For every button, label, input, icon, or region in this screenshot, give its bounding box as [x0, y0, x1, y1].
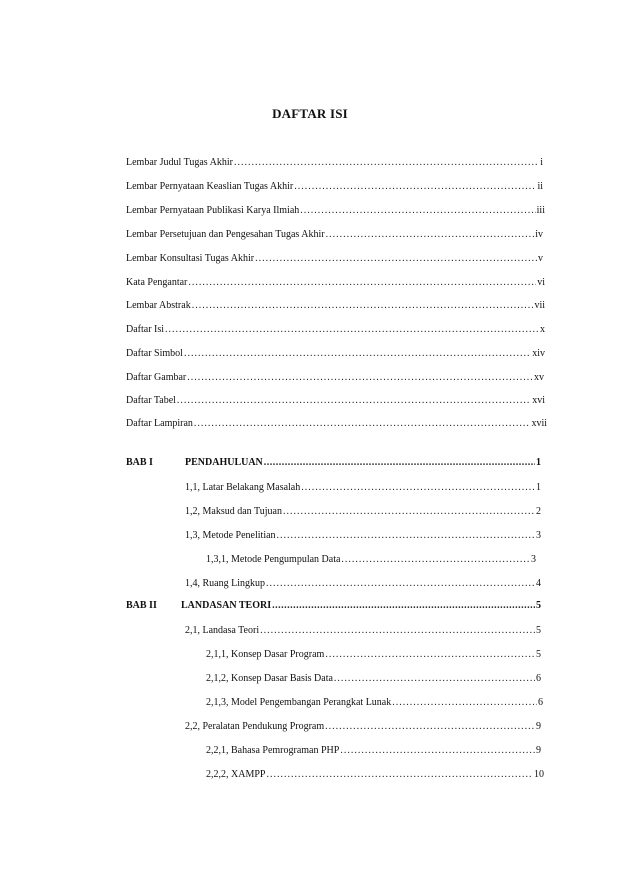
toc-page-number: ii — [537, 181, 543, 192]
dot-leader — [194, 418, 531, 429]
dot-leader — [184, 348, 531, 359]
dot-leader — [340, 745, 535, 756]
toc-item-front-matter — [126, 277, 545, 291]
toc-page-number: vii — [534, 300, 545, 311]
toc-subsection — [206, 673, 541, 687]
toc-page-number: vi — [537, 277, 545, 288]
toc-page-number: 5 — [536, 625, 541, 636]
page-title: DAFTAR ISI — [272, 106, 348, 121]
toc-page-number: xv — [534, 372, 544, 383]
toc-section — [185, 482, 541, 496]
toc-page-number: 3 — [531, 554, 536, 565]
toc-entry-text: 1,3, Metode Penelitian — [185, 530, 276, 541]
toc-item-front-matter — [126, 157, 543, 171]
toc-page-number: v — [538, 253, 543, 264]
toc-page-number: 2 — [536, 506, 541, 517]
toc-item-front-matter — [126, 205, 545, 219]
dot-leader — [165, 324, 539, 335]
toc-page-number: xvi — [532, 395, 545, 406]
dot-leader — [187, 372, 533, 383]
toc-item-front-matter — [126, 181, 543, 195]
dot-leader — [300, 205, 535, 216]
dot-leader — [266, 578, 535, 589]
toc-chapter-heading — [185, 457, 541, 471]
toc-entry-text: Lembar Persetujuan dan Pengesahan Tugas Akhir — [126, 229, 325, 240]
toc-section — [185, 578, 541, 592]
dot-leader — [177, 395, 531, 406]
toc-item-front-matter — [126, 324, 545, 338]
dot-leader — [392, 697, 537, 708]
dot-leader — [260, 625, 535, 636]
toc-entry-text: 2,1,1, Konsep Dasar Program — [206, 649, 325, 660]
toc-subsection — [206, 769, 544, 783]
dot-leader — [277, 530, 535, 541]
toc-subsection — [206, 745, 541, 759]
toc-section — [185, 530, 541, 544]
toc-entry-text: 2,2, Peralatan Pendukung Program — [185, 721, 325, 732]
toc-entry-text: 1,3,1, Metode Pengumpulan Data — [206, 554, 341, 565]
toc-item-front-matter — [126, 348, 545, 362]
toc-entry-text: Kata Pengantar — [126, 277, 188, 288]
toc-section — [185, 625, 541, 639]
toc-page-number: 4 — [536, 578, 541, 589]
dot-leader — [301, 482, 535, 493]
toc-page-number: 5 — [536, 600, 541, 611]
toc-entry-text: LANDASAN TEORI — [181, 600, 272, 611]
toc-entry-text: 1,1, Latar Belakang Masalah — [185, 482, 301, 493]
toc-entry-text: Daftar Tabel — [126, 395, 176, 406]
toc-entry-text: Daftar Isi — [126, 324, 165, 335]
toc-page-number: 1 — [536, 457, 541, 468]
toc-item-front-matter — [126, 418, 547, 432]
toc-entry-text: 2,2,2, XAMPP — [206, 769, 266, 780]
toc-section — [185, 721, 541, 735]
dot-leader — [341, 554, 530, 565]
toc-item-front-matter — [126, 372, 544, 386]
toc-page-number: x — [540, 324, 545, 335]
toc-entry-text: Lembar Pernyataan Keaslian Tugas Akhir — [126, 181, 294, 192]
dot-leader — [294, 181, 536, 192]
toc-chapter-heading — [181, 600, 541, 614]
toc-section — [185, 506, 541, 520]
toc-page-number: 10 — [534, 769, 544, 780]
dot-leader — [234, 157, 539, 168]
toc-item-front-matter — [126, 253, 543, 267]
chapter-label: BAB I — [126, 457, 153, 468]
toc-page-number: 6 — [538, 697, 543, 708]
toc-entry-text: Lembar Konsultasi Tugas Akhir — [126, 253, 255, 264]
toc-subsection — [206, 649, 541, 663]
toc-entry-text: PENDAHULUAN — [185, 457, 263, 468]
toc-subsection — [206, 554, 536, 568]
toc-item-front-matter — [126, 229, 543, 243]
toc-entry-text: Daftar Gambar — [126, 372, 187, 383]
toc-entry-text: Lembar Pernyataan Publikasi Karya Ilmiah — [126, 205, 300, 216]
dot-leader — [325, 721, 535, 732]
toc-entry-text: Daftar Simbol — [126, 348, 183, 359]
toc-page-number: 1 — [536, 482, 541, 493]
toc-entry-text: 1,4, Ruang Lingkup — [185, 578, 265, 589]
dot-leader — [334, 673, 535, 684]
toc-entry-text: Daftar Lampiran — [126, 418, 193, 429]
dot-leader — [326, 229, 535, 240]
dot-leader — [266, 769, 533, 780]
toc-entry-text: 1,2, Maksud dan Tujuan — [185, 506, 282, 517]
toc-page-number: 9 — [536, 745, 541, 756]
toc-item-front-matter — [126, 300, 545, 314]
toc-item-front-matter — [126, 395, 545, 409]
dot-leader — [255, 253, 537, 264]
toc-page-number: 3 — [536, 530, 541, 541]
toc-page-number: iv — [535, 229, 543, 240]
dot-leader — [283, 506, 535, 517]
toc-entry-text: 2,1,2, Konsep Dasar Basis Data — [206, 673, 333, 684]
dot-leader — [264, 457, 535, 468]
toc-entry-text: 2,1,3, Model Pengembangan Perangkat Lunak — [206, 697, 392, 708]
toc-page-number: iii — [536, 205, 545, 216]
dot-leader — [192, 300, 534, 311]
chapter-label: BAB II — [126, 600, 157, 611]
toc-entry-text: Lembar Judul Tugas Akhir — [126, 157, 233, 168]
toc-page-number: i — [540, 157, 543, 168]
toc-page-number: 5 — [536, 649, 541, 660]
toc-entry-text: 2,2,1, Bahasa Pemrograman PHP — [206, 745, 340, 756]
dot-leader — [325, 649, 535, 660]
toc-page-number: xiv — [532, 348, 545, 359]
toc-page-number: xvii — [531, 418, 547, 429]
toc-page-number: 6 — [536, 673, 541, 684]
dot-leader — [272, 600, 535, 611]
toc-subsection — [206, 697, 543, 711]
toc-entry-text: 2,1, Landasa Teori — [185, 625, 260, 636]
toc-page-number: 9 — [536, 721, 541, 732]
dot-leader — [188, 277, 536, 288]
toc-entry-text: Lembar Abstrak — [126, 300, 191, 311]
